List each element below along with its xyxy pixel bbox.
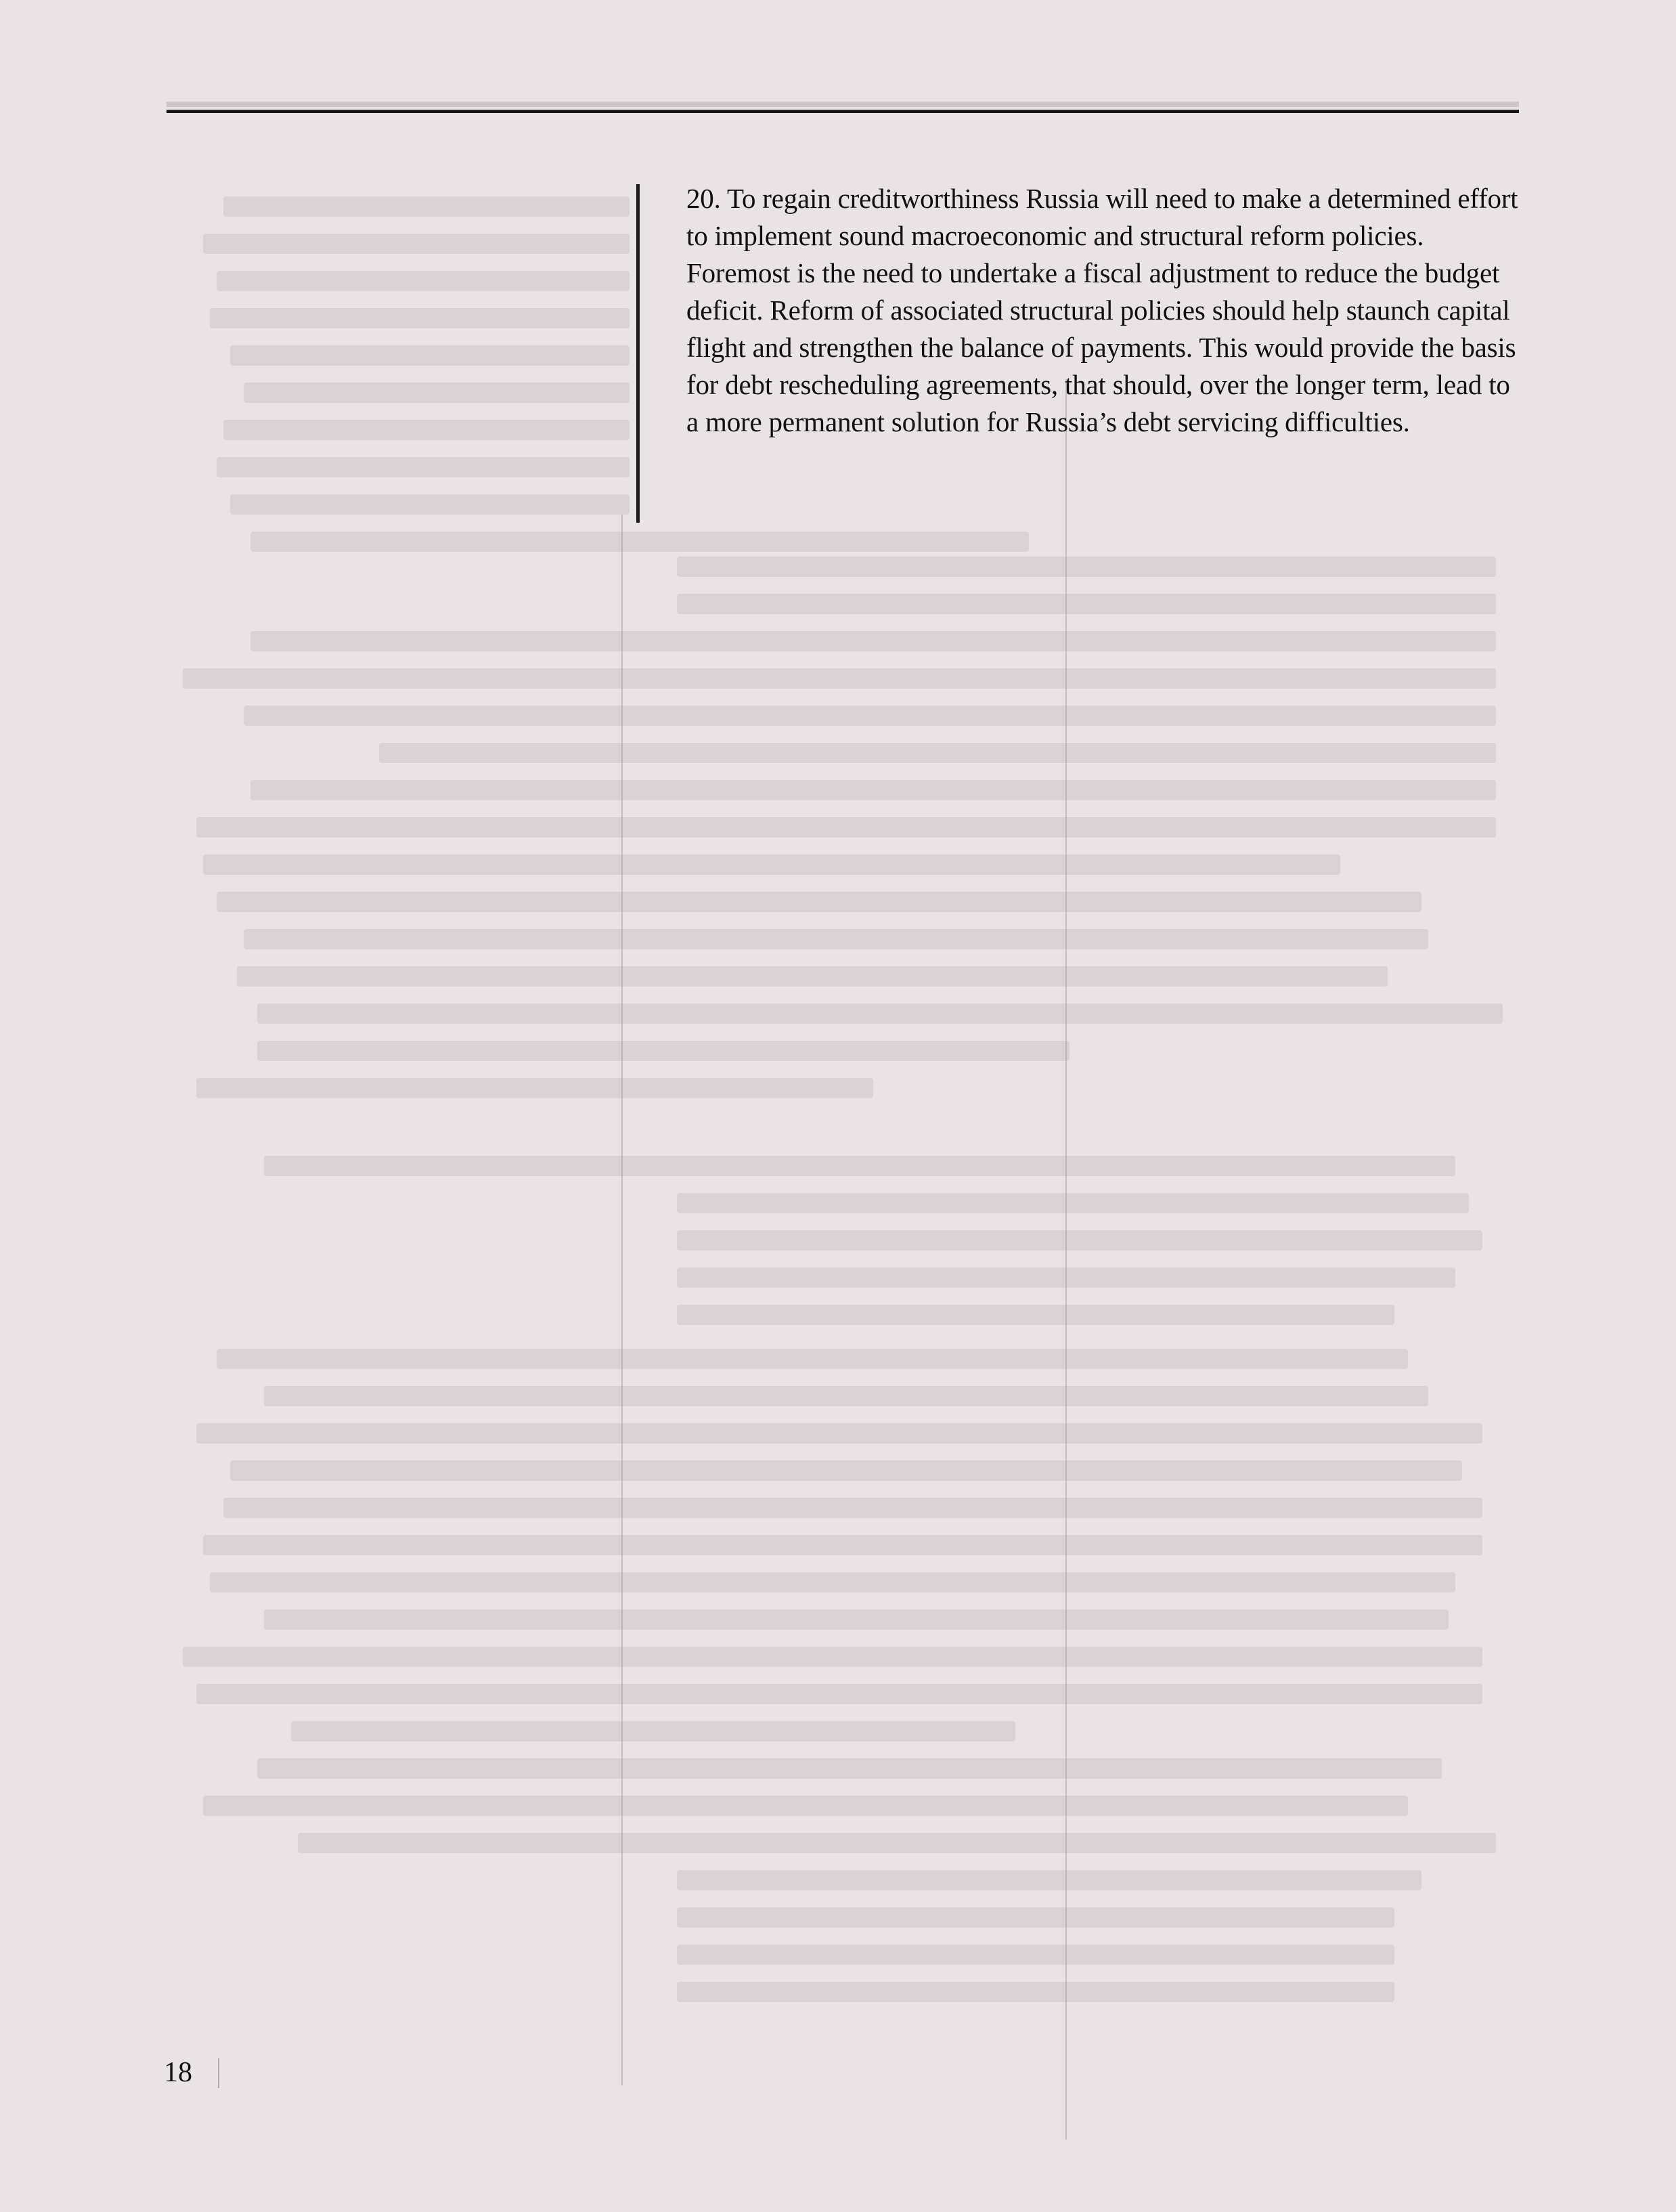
ghost-text-line: [196, 1078, 873, 1098]
ghost-text-line: [298, 1833, 1496, 1853]
ghost-text-line: [244, 706, 1496, 726]
ghost-text-line: [203, 1796, 1408, 1816]
ghost-text-line: [677, 1870, 1421, 1890]
ghost-text-line: [677, 1230, 1482, 1251]
ghost-text-line: [677, 1907, 1394, 1928]
ghost-text-line: [223, 420, 630, 440]
ghost-text-line: [677, 1982, 1394, 2002]
ghost-text-line: [379, 743, 1496, 763]
ghost-text-line: [250, 631, 1496, 651]
ghost-text-line: [230, 494, 630, 515]
ghost-text-line: [203, 1535, 1482, 1555]
ghost-text-line: [677, 1193, 1469, 1213]
ghost-column-divider: [1065, 379, 1067, 2140]
ghost-text-line: [677, 1267, 1455, 1288]
ghost-text-line: [250, 532, 1029, 552]
ghost-text-line: [257, 1758, 1442, 1779]
ghost-text-line: [677, 1945, 1394, 1965]
ghost-text-line: [196, 817, 1496, 838]
ghost-text-line: [237, 966, 1388, 986]
page-number-tick: [218, 2058, 219, 2088]
ghost-text-line: [196, 1684, 1482, 1704]
ghost-text-line: [203, 234, 630, 254]
ghost-text-line: [183, 1647, 1482, 1667]
ghost-text-line: [257, 1003, 1503, 1024]
ghost-column-divider: [621, 515, 623, 2085]
ghost-text-line: [196, 1423, 1482, 1444]
ghost-text-line: [250, 780, 1496, 800]
paragraph-20: 20. To regain creditworthiness Russia will need to make a determined effort to implement sound macroeconomic and structural reform policies. Foremost is the need to undertake a fiscal adjustment to reduce the budget deficit. Reform of associated structural policies should help staunch capital flight and strengthen the balance of payments. This would provide the basis for debt rescheduling agreements, that should, over the longer term, lead to a more permanent solution for Russia’s debt servicing difficulties.: [686, 183, 1518, 437]
ghost-text-line: [257, 1041, 1069, 1061]
ghost-text-line: [203, 854, 1340, 875]
page-number: 18: [164, 2057, 192, 2088]
header-rule-shadow: [167, 102, 1519, 107]
ghost-text-line: [230, 1460, 1462, 1481]
revision-bar: [636, 184, 640, 523]
ghost-text-line: [264, 1156, 1455, 1176]
ghost-text-line: [217, 1349, 1408, 1369]
ghost-text-line: [210, 308, 630, 328]
ghost-text-line: [264, 1386, 1428, 1406]
header-rule: [167, 110, 1519, 113]
ghost-text-line: [183, 668, 1496, 689]
ghost-text-line: [223, 196, 630, 217]
ghost-text-line: [244, 383, 630, 403]
ghost-text-line: [244, 929, 1428, 949]
ghost-text-line: [264, 1609, 1449, 1630]
ghost-text-line: [230, 345, 630, 366]
ghost-text-line: [210, 1572, 1455, 1592]
ghost-text-line: [217, 892, 1421, 912]
ghost-text-line: [677, 594, 1496, 614]
ghost-text-line: [291, 1721, 1015, 1741]
ghost-text-line: [677, 557, 1496, 577]
ghost-text-line: [223, 1498, 1482, 1518]
ghost-text-line: [217, 271, 630, 291]
ghost-text-line: [217, 457, 630, 477]
ghost-text-line: [677, 1305, 1394, 1325]
